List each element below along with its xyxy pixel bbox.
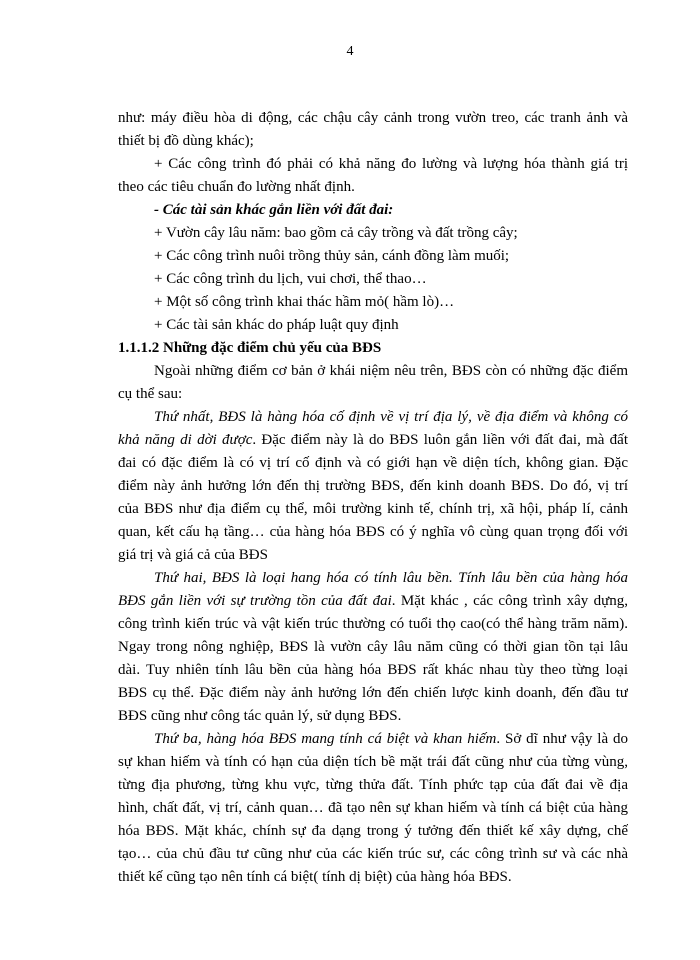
list-item [118, 291, 628, 314]
text-run: . Sở dĩ như vậy là do [496, 731, 628, 747]
text-run: hình, chất đất, vị trí, cảnh quan… đã tạo nên sự khan hiếm và tính cá biệt của hàng [118, 800, 628, 816]
text-line [118, 820, 628, 843]
text-run: . Mặt khác , các công trình xây dựng, [391, 593, 628, 609]
text-run: Ngay trong nông nghiệp, BĐS là vườn cây lâu năm cũng có thời gian tồn tại lâu [118, 639, 628, 655]
text-line [118, 659, 628, 682]
text-line [118, 613, 628, 636]
section-heading [118, 199, 628, 222]
text-run: BĐS cũng như công tác quản lý, sử dụng BĐS. [118, 708, 402, 724]
text-run: tạo… của chủ đầu tư cũng như của các kiến trúc sư, các công trình sư và các nhà [118, 846, 628, 862]
list-item [118, 222, 628, 245]
text-line [118, 429, 628, 452]
text-run: - Các tài sản khác gắn liền với đất đai: [154, 202, 394, 218]
text-line [118, 107, 628, 130]
text-run: + Các công trình nuôi trồng thủy sản, cánh đồng làm muối; [154, 248, 510, 264]
text-run: khả năng di dời được [118, 432, 253, 448]
text-line [118, 705, 628, 728]
text-run: BĐS cụ thể. Đặc điểm này ảnh hưởng lớn đến chiến lược kinh doanh, đến đầu tư [118, 685, 628, 701]
text-line [118, 866, 628, 889]
text-run: + Các tài sản khác do pháp luật quy định [154, 317, 399, 333]
text-line [118, 843, 628, 866]
text-line [118, 406, 628, 429]
text-run: thiết bị đồ dùng khác); [118, 133, 254, 149]
text-run: + Các công trình đó phải có khả năng đo lường và lượng hóa thành giá trị [154, 156, 628, 172]
text-run: từng địa phương, từng khu vực, từng thửa đất. Tính phức tạp của đất đai về địa [118, 777, 628, 793]
page-body [118, 107, 628, 889]
text-run: Ngoài những điểm cơ bản ở khái niệm nêu trên, BĐS còn có những đặc điểm [154, 363, 628, 379]
text-line [118, 774, 628, 797]
text-line [118, 636, 628, 659]
text-line [118, 567, 628, 590]
text-run: cụ thể sau: [118, 386, 183, 402]
text-run: như: máy điều hòa di động, các chậu cây cảnh trong vườn treo, các tranh ảnh và [118, 110, 628, 126]
text-line [118, 130, 628, 153]
text-run: theo các tiêu chuẩn đo lường nhất định. [118, 179, 355, 195]
text-line [118, 176, 628, 199]
text-line [118, 751, 628, 774]
text-run: Thứ hai, BĐS là loại hang hóa có tính lâu bền. Tính lâu bền của hàng hóa [154, 570, 628, 586]
text-line [118, 383, 628, 406]
text-line [118, 452, 628, 475]
text-line [118, 590, 628, 613]
text-run: điểm này ảnh hưởng lớn đến thị trường BĐS, đến kinh doanh BĐS. Do đó, vị trí [118, 478, 628, 494]
text-line [118, 797, 628, 820]
text-run: đai có đặc điểm là có vị trí cố định và có giới hạn về diện tích, không gian. Đặc [118, 455, 628, 471]
text-line [118, 521, 628, 544]
text-run: 1.1.1.2 Những đặc điểm chủ yếu của BĐS [118, 340, 382, 356]
text-run: BĐS gắn liền với sự trường tồn của đất đai [118, 593, 392, 609]
list-item [118, 268, 628, 291]
text-run: + Các công trình du lịch, vui chơi, thể thao… [154, 271, 427, 287]
text-run: quan, kết cấu hạ tầng… của hàng hóa BĐS có ý nghĩa vô cùng quan trọng đối với [118, 524, 628, 540]
text-line [118, 728, 628, 751]
text-line [118, 544, 628, 567]
text-run: hóa BĐS. Mặt khác, chính sự đa dạng trong ý tưởng đến thiết kế xây dựng, chế [118, 823, 628, 839]
text-run: của BĐS như địa điểm cụ thể, môi trường kinh tế, chính trị, xã hội, pháp lí, cảnh [118, 501, 628, 517]
text-run: sự khan hiếm và tính có hạn của diện tích bề mặt trái đất cũng như của từng vùng, [118, 754, 628, 770]
text-line [118, 682, 628, 705]
text-line [118, 475, 628, 498]
text-line [118, 360, 628, 383]
text-run: . Đặc điểm này là do BĐS luôn gắn liền với đất đai, mà đất [252, 432, 628, 448]
text-run: + Một số công trình khai thác hầm mỏ( hầm lò)… [154, 294, 455, 310]
text-line [118, 498, 628, 521]
subsection-heading [118, 337, 628, 360]
text-run: Thứ ba, hàng hóa BĐS mang tính cá biệt và khan hiếm [154, 731, 497, 747]
text-run: + Vườn cây lâu năm: bao gồm cả cây trồng và đất trồng cây; [154, 225, 518, 241]
text-run: công trình kiến trúc và vật kiến trúc thường có tuổi thọ cao(có thể hàng trăm năm). [118, 616, 628, 632]
list-item [118, 314, 628, 337]
page-number: 4 [346, 44, 354, 59]
text-run: thiết kế cũng tạo nên tính cá biệt( tính dị biệt) của hàng hóa BĐS. [118, 869, 512, 885]
text-line [118, 153, 628, 176]
text-run: dài. Tuy nhiên tính lâu bền của hàng hóa BĐS rất khác nhau tùy theo từng loại [118, 662, 628, 678]
text-run: giá trị và giá cả của BĐS [118, 547, 268, 563]
list-item [118, 245, 628, 268]
text-run: Thứ nhất, BĐS là hàng hóa cố định về vị trí địa lý, về địa điểm và không có [154, 409, 628, 425]
